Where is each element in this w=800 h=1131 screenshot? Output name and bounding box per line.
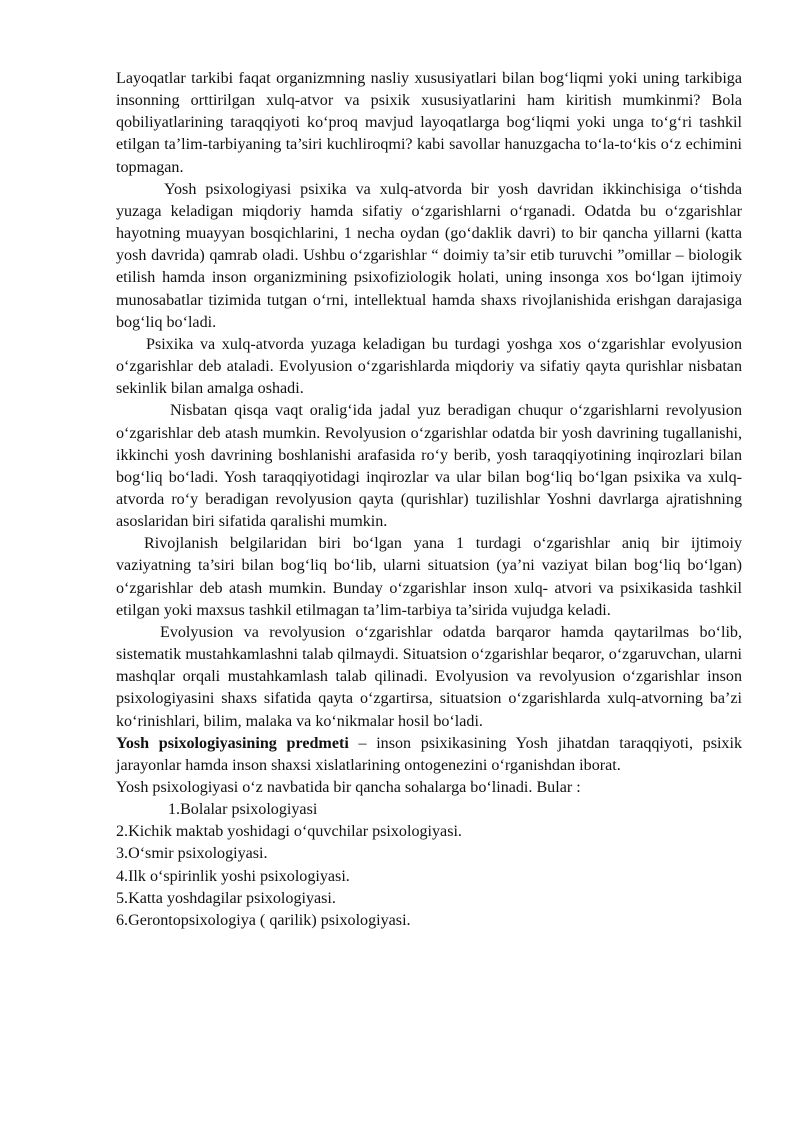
branch-list-item: 5.Katta yoshdagilar psixologiyasi. bbox=[116, 889, 336, 907]
paragraph-evolyusion: Psixika va xulq-atvorda yuzaga keladigan bu turdagi yoshga xos o‘zgarishlar evolyusion o‘zgarishlar deb ataladi. Evolyusion o‘zgarishlarda miqdoriy va sifatiy qayta qurishlar nisbatan sekinlik bilan amalga oshadi. bbox=[116, 335, 742, 398]
paragraph-barqaror: Evolyusion va revolyusion o‘zgarishlar odatda barqaror hamda qaytarilmas bo‘lib, sistematik mustahkamlashni talab qilmaydi. Situatsion o‘zgarishlar beqaror, o‘zgaruvchan, ularni mashqlar orqali mustahkamlash talab qilinadi. Evolyusion va revolyusion o‘zgarishlar inson psixologiyasini shaxs sifatida qayta o‘zgartirsa, situatsion o‘zgarishlarda xulq-atvorning ba’zi ko‘rinishlari, bilim, malaka va ko‘nikmalar hosil bo‘ladi. bbox=[116, 623, 742, 730]
branch-list-item: 6.Gerontopsixologiya ( qarilik) psixologiyasi. bbox=[116, 911, 411, 929]
predmeti-term: Yosh psixologiyasining predmeti bbox=[116, 734, 349, 752]
paragraph-layoqatlar: Layoqatlar tarkibi faqat organizmning nasliy xususiyatlari bilan bog‘liqmi yoki uning tarkibiga insonning orttirilgan xulq-atvor va psixik xususiyatlarini ham kiritish mumkinmi? Bola qobiliyatlarining taraqqiyoti ko‘proq mavjud layoqatlarga bog‘liqmi yoki unga to‘g‘ri tashkil etilgan ta’lim-tarbiyaning ta’siri kuchliroqmi? kabi savollar hanuzgacha to‘la-to‘kis o‘z echimini topmagan. bbox=[116, 70, 742, 176]
branch-list-item: 2.Kichik maktab yoshidagi o‘quvchilar psixologiyasi. bbox=[116, 823, 462, 841]
branch-list-item: 3.O‘smir psixologiyasi. bbox=[116, 845, 268, 863]
paragraph-predmeti bbox=[116, 733, 742, 777]
paragraph-situatsion: Rivojlanish belgilaridan biri bo‘lgan yana 1 turdagi o‘zgarishlar aniq bir ijtimoiy vaziyatning ta’siri bilan bog‘liq bo‘lib, ularni situatsion (ya’ni vaziyat bilan bog‘liq bo‘lgan) o‘zgarishlar deb atash mumkin. Bunday o‘zgarishlar inson xulq- atvori va psixikasida tashkil etilgan yoki maxsus tashkil etilmagan ta’lim-tarbiya ta’sirida vujudga keladi. bbox=[116, 535, 742, 619]
paragraph-sohalar-intro: Yosh psixologiyasi o‘z navbatida bir qancha sohalarga bo‘linadi. Bular : bbox=[116, 779, 581, 796]
paragraph-yosh-psixologiyasi: Yosh psixologiyasi psixika va xulq-atvorda bir yosh davridan ikkinchisiga o‘tishda yuzaga keladigan miqdoriy hamda sifatiy o‘zgarishlarni o‘rganadi. Odatda bu o‘zgarishlar hayotning muayyan bosqichlarini, 1 necha oydan (go‘daklik davri) to bir qancha yillarni (katta yosh davrida) qamrab oladi. Ushbu o‘zgarishlar “ doimiy ta’sir etib turuvchi ”omillar – biologik etilish hamda inson organizmining psixofiziologik holati, uning insonga xos bo‘lgan ijtimoiy munosabatlar tizimida tutgan o‘rni, intellektual hamda shaxs rivojlanishida erishgan darajasiga bog‘liq bo‘ladi. bbox=[116, 180, 742, 331]
document-page bbox=[116, 68, 742, 932]
predmeti-definition: – inson psixikasining Yosh jihatdan taraqqiyoti, psixik jarayonlar hamda inson shaxsi xislatlarining ontogenezini o‘rganishdan iborat. bbox=[116, 734, 742, 774]
paragraph-revolyusion: Nisbatan qisqa vaqt oralig‘ida jadal yuz beradigan chuqur o‘zgarishlarni revolyusion o‘zgarishlar deb atash mumkin. Revolyusion o‘zgarishlar odatda bir yosh davrining tugallanishi, ikkinchi yosh davrining boshlanishi arafasida ro‘y berib, yosh taraqqiyotining inqirozlari bilan bog‘liq bo‘ladi. Yosh taraqqiyotidagi inqirozlar va ular bilan bog‘liq bo‘lgan psixika va xulq-atvorda ro‘y beradigan revolyusion qayta (qurishlar) tuzilishlar Yoshni davrlarga ajratishning asoslaridan biri sifatida qaralishi mumkin. bbox=[116, 402, 742, 531]
branch-list-item: 4.Ilk o‘spirinlik yoshi psixologiyasi. bbox=[116, 867, 350, 885]
branch-list-item: 1.Bolalar psixologiyasi bbox=[168, 801, 318, 819]
